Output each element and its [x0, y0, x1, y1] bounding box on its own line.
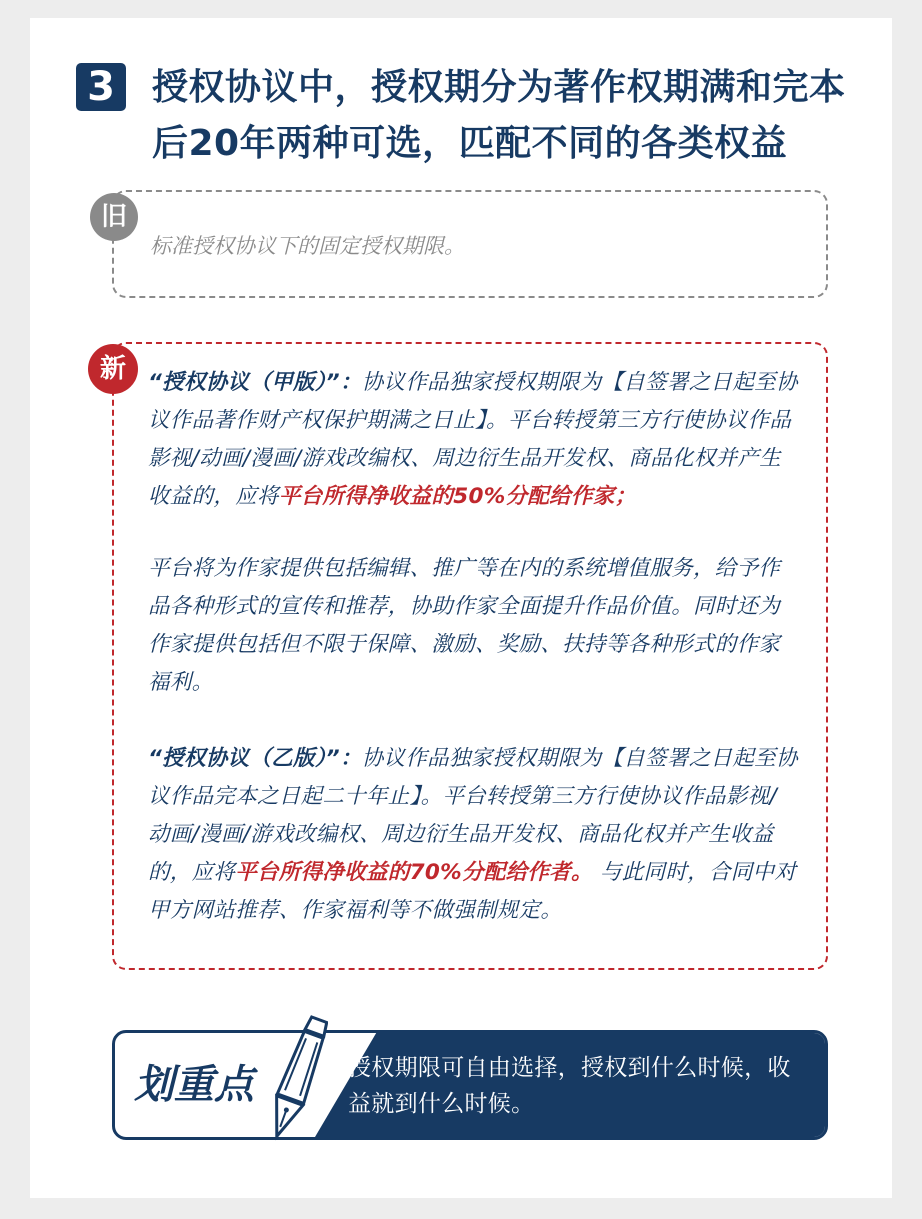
agreement-a-highlight: 平台所得净收益的50%分配给作家； [278, 484, 637, 509]
old-policy-text: 标准授权协议下的固定授权期限。 [150, 234, 465, 258]
agreement-a-lead: “授权协议（甲版）”： [148, 370, 362, 395]
agreement-a-paragraph [148, 364, 798, 516]
agreement-b-tail: 与此同时，合同中对甲方网站推荐、作家福利等不做强制规定。 [148, 860, 797, 923]
platform-services-paragraph: 平台将为作家提供包括编辑、推广等在内的系统增值服务，给予作品各种形式的宣传和推荐，协助作家全面提升作品价值。同时还为作家提供包括但不限于保障、激励、奖励、扶持等各种形式的作家福利。 [148, 556, 781, 695]
agreement-b-lead: “授权协议（乙版）”： [148, 746, 362, 771]
fountain-pen-icon [268, 1008, 328, 1148]
new-tag-badge: 新 [88, 344, 138, 394]
agreement-a-body: 协议作品独家授权期限为【自签署之日起至协议作品著作财产权保护期满之日止】。平台转授第三方行使协议作品影视/动画/漫画/游戏改编权、周边衍生品开发权、商品化权并产生收益的，应将 [148, 370, 798, 509]
page-title: 授权协议中，授权期分为著作权期满和完本后20年两种可选，匹配不同的各类权益 [152, 67, 846, 164]
key-point-label: 划重点 [134, 1062, 254, 1108]
agreement-b-paragraph [148, 740, 798, 930]
old-tag-badge: 旧 [90, 193, 138, 241]
agreement-b-highlight: 平台所得净收益的70%分配给作者。 [235, 860, 593, 885]
agreement-b-body: 协议作品独家授权期限为【自签署之日起至协议作品完本之日起二十年止】。平台转授第三方行使协议作品影视/动画/漫画/游戏改编权、周边衍生品开发权、商品化权并产生收益的，应将 [148, 746, 798, 885]
section-number-badge: 3 [76, 63, 126, 111]
key-point-text: 授权期限可自由选择，授权到什么时候，收益就到什么时候。 [348, 1055, 791, 1117]
